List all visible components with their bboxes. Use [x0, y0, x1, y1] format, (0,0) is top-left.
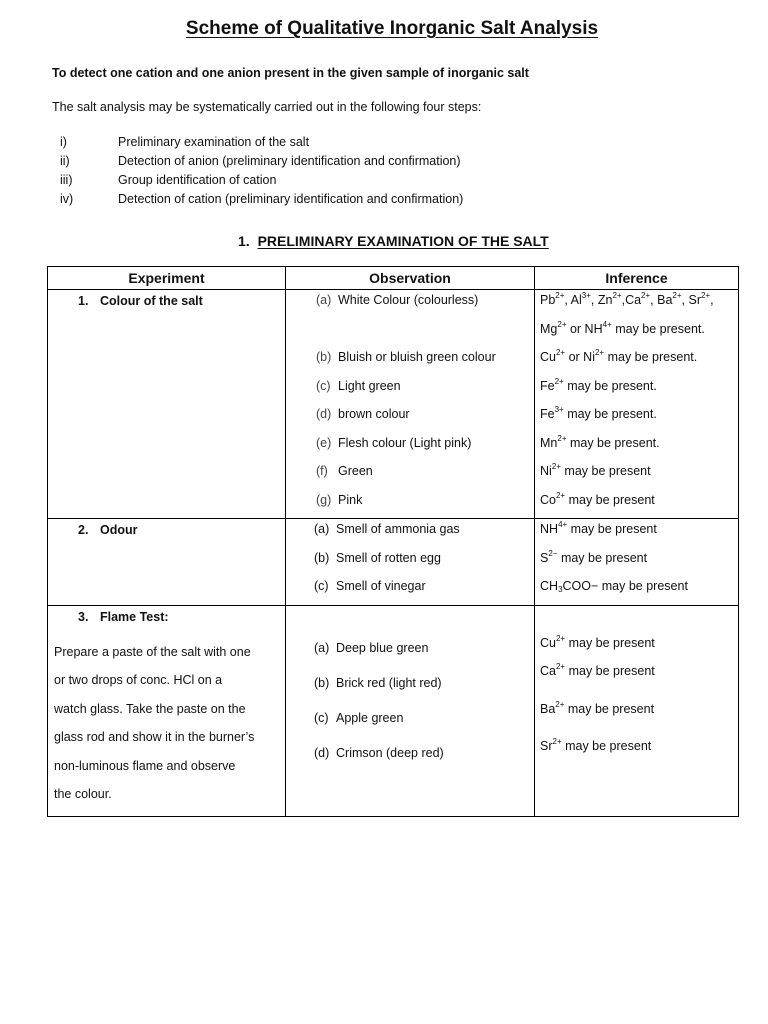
table-row — [48, 519, 739, 606]
section-title: PRELIMINARY EXAMINATION OF THE SALT — [257, 233, 549, 249]
experiment-number: 1. — [78, 294, 89, 308]
inference-item: $Cu^{2+}$ may be present — [540, 633, 655, 650]
experiment-label: Flame Test: — [100, 609, 169, 624]
step-number: i) — [60, 135, 67, 149]
section-heading — [238, 233, 549, 249]
observation-cell — [286, 519, 535, 606]
inference-item: $Ba^{2+}$ may be present — [540, 699, 655, 716]
observation-item: (e) Flesh colour (Light pink) — [316, 435, 472, 450]
observation-item: (c) Apple green — [314, 710, 404, 725]
observation-item: (b) Brick red (light red) — [314, 675, 442, 690]
inference-item: $Fe^{3+}$ may be present. — [540, 405, 657, 421]
experiment-label: Odour — [100, 523, 138, 537]
step-text: Preliminary examination of the salt — [118, 135, 310, 149]
inference-item: $Ca^{2+}$ may be present — [540, 661, 655, 678]
experiment-heading — [48, 292, 285, 310]
document-title: Scheme of Qualitative Inorganic Salt Analysis — [185, 18, 599, 39]
experiment-number: 2. — [78, 523, 89, 537]
observation-item: (d) brown colour — [316, 407, 410, 421]
table-row — [48, 605, 739, 816]
inference-cell — [535, 519, 739, 606]
step-text: Group identification of cation — [118, 173, 277, 187]
section-number: 1. — [238, 233, 250, 249]
inference-item: $Sr^{2+}$ may be present — [540, 736, 652, 753]
observation-item: (b) Bluish or bluish green colour — [316, 350, 496, 364]
observation-item: (c) Smell of vinegar — [314, 579, 426, 593]
observation-item: (a) White Colour (colourless) — [316, 293, 479, 307]
table-row — [48, 290, 739, 519]
inference-item: $Cu^{2+}$ or $Ni^{2+}$ may be present. — [540, 348, 698, 364]
header-experiment: Experiment — [48, 267, 286, 290]
intro-text: The salt analysis may be systematically carried out in the following four steps: — [52, 100, 482, 114]
experiment-label: Colour of the salt — [100, 294, 203, 308]
observation-item: (c) Light green — [316, 378, 401, 393]
step-text: Detection of anion (preliminary identification and confirmation) — [118, 154, 461, 168]
experiment-cell — [48, 605, 286, 816]
experiment-heading — [48, 608, 285, 626]
document-subtitle: To detect one cation and one anion present in the given sample of inorganic salt — [52, 66, 529, 80]
inference-item: $Pb^{2+}$, $Al^{3+}$, $Zn^{2+},Ca^{2+}$, $Ba^{2+}$, $Sr^{2+}$, — [540, 291, 714, 307]
inference-item: $Mg^{2+}$ or $NH^{4+}$ may be present. — [540, 319, 705, 336]
table-header-row — [48, 267, 739, 290]
experiment-cell — [48, 290, 286, 519]
header-inference: Inference — [535, 267, 739, 290]
inference-item: $S^{2-}$ may be present — [540, 548, 648, 565]
observation-item: (f) Green — [316, 464, 373, 478]
step-number: iii) — [60, 173, 73, 187]
inference-cell — [535, 605, 739, 816]
inference-item: $NH^{4+}$ may be present — [540, 520, 657, 536]
observation-item: (a) Smell of ammonia gas — [314, 522, 460, 536]
observation-item: (b) Smell of rotten egg — [314, 550, 441, 565]
experiment-cell — [48, 519, 286, 606]
inference-item: $Fe^{2+}$ may be present. — [540, 376, 657, 393]
experiment-number: 3. — [78, 609, 89, 624]
observation-item: (a) Deep blue green — [314, 640, 429, 655]
inference-item: $CH_3COO-$ may be present — [540, 579, 688, 594]
observation-cell — [286, 605, 535, 816]
step-number: iv) — [60, 192, 74, 206]
inference-item: $Co^{2+}$ may be present — [540, 490, 655, 507]
observation-cell — [286, 290, 535, 519]
analysis-table — [47, 266, 739, 817]
step-number: ii) — [60, 154, 70, 168]
inference-item: $Ni^{2+}$ may be present — [540, 462, 651, 478]
experiment-heading — [48, 521, 285, 539]
header-observation: Observation — [286, 267, 535, 290]
observation-item: (g) Pink — [316, 492, 363, 507]
inference-cell — [535, 290, 739, 519]
observation-item: (d) Crimson (deep red) — [314, 745, 444, 760]
inference-item: $Mn^{2+}$ may be present. — [540, 433, 660, 450]
flame-procedure: Prepare a paste of the salt with one or two drops of conc. HCl on a watch glass. Take the paste on the glass rod and show it in the burner’s non-luminous flame and observe the colour. — [54, 644, 255, 801]
step-text: Detection of cation (preliminary identification and confirmation) — [118, 192, 464, 206]
